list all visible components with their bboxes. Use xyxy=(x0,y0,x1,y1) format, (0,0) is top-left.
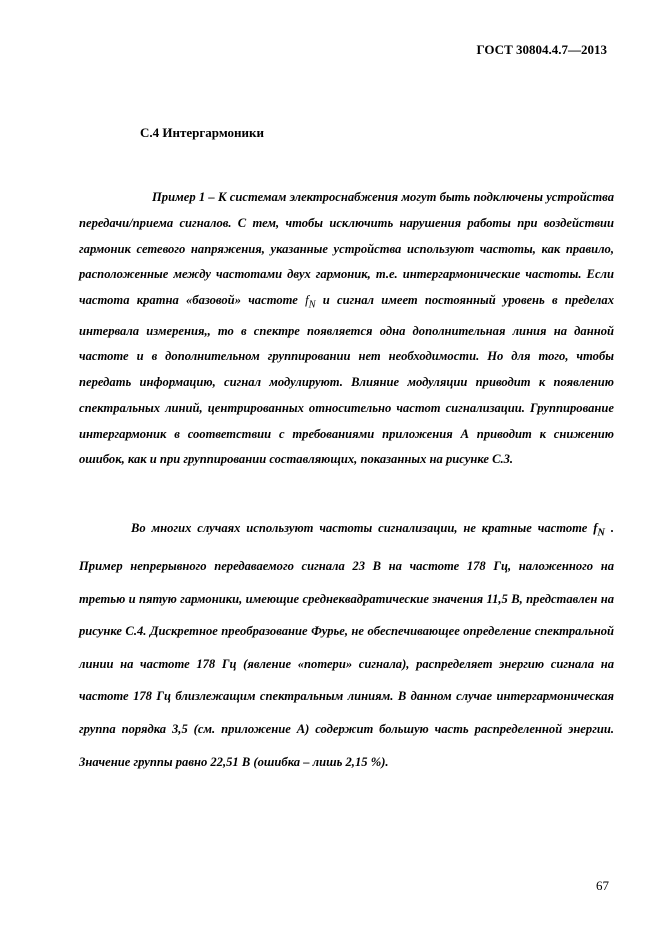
frequency-symbol xyxy=(305,293,316,311)
section-title: С.4 Интергармоники xyxy=(140,125,264,140)
frequency-symbol-2-subscript: N xyxy=(597,527,605,539)
paragraph-2-part-a: Во многих случаях используют частоты сигнализации, не кратные частоте xyxy=(131,521,594,535)
paragraph-1-part-b: и сигнал имеет постоянный уровень в пределах интервала измерения,, то в спектре появляется одна дополнительная линия на данной частоте и в дополнительном группировании нет необходимости. Но для того, чтобы передать информацию, сигнал модулируют. Влияние модуляции приводит к появлению спектральных линий, центрированных относительно частот сигнализации. Группирование интергармоник в соответствии с требованиями приложения А приводит к снижению ошибок, как и при группировании составляющих, показанных на рисунке С.3. xyxy=(79,293,614,467)
frequency-symbol-subscript: N xyxy=(308,299,316,311)
page-number: 67 xyxy=(596,878,609,893)
frequency-symbol-2 xyxy=(593,521,605,539)
paragraph-2-part-b: . Пример непрерывного передаваемого сигнала 23 В на частоте 178 Гц, наложенного на третью и пятую гармоники, имеющие среднеквадратические значения 11,5 В, представлен на рисунке С.4. Дискретное преобразование Фурье, не обеспечивающее определение спектральной линии на частоте 178 Гц (явление «потери» сигнала), распределяет энергию сигнала на частоте 178 Гц близлежащим спектральным линиям. В данном случае интергармоническая группа порядка 3,5 (см. приложение А) содержит большую часть распределенной энергии. Значение группы равно 22,51 В (ошибка – лишь 2,15 %). xyxy=(79,521,614,769)
frequency-symbol-2-letter: f xyxy=(593,521,598,535)
paragraph-example-1 xyxy=(79,185,614,473)
paragraph-1-part-a: Пример 1 – К системам электроснабжения могут быть подключены устройства передачи/приема сигналов. С тем, чтобы исключить нарушения работы при воздействии гармоник сетевого напряжения, указанные устройства используют частоты, как правило, расположенные между частотами двух гармоник, т.е. интергармонические частоты. Если частота кратна «базовой» частоте xyxy=(79,190,614,308)
paragraph-signal-example xyxy=(79,512,614,778)
document-header: ГОСТ 30804.4.7—2013 xyxy=(476,42,607,57)
frequency-symbol-letter: f xyxy=(305,293,309,308)
